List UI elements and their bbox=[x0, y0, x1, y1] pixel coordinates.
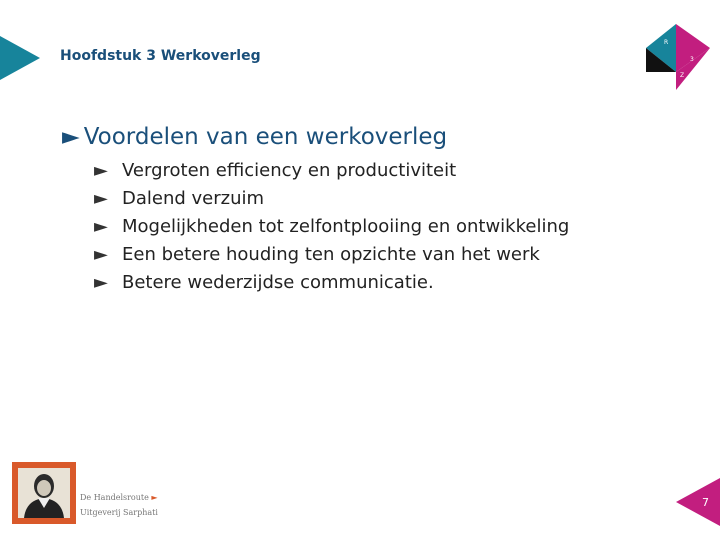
list-item-text: Dalend verzuim bbox=[122, 188, 265, 209]
bullet-arrow-icon: ► bbox=[94, 188, 108, 209]
bullet-arrow-icon: ► bbox=[94, 216, 108, 237]
publisher-logo bbox=[12, 462, 164, 524]
bullet-arrow-icon: ► bbox=[94, 244, 108, 265]
chapter-title: Hoofdstuk 3 Werkoverleg bbox=[60, 48, 261, 64]
list-item bbox=[94, 157, 569, 185]
list-item bbox=[94, 213, 569, 241]
list-item bbox=[94, 269, 569, 297]
list-item-text: Mogelijkheden tot zelfontplooiing en ontwikkeling bbox=[122, 216, 570, 237]
list-item-text: Een betere houding ten opzichte van het werk bbox=[122, 244, 540, 265]
bullet-arrow-icon: ► bbox=[94, 160, 108, 181]
section-heading bbox=[62, 124, 447, 150]
portrait-frame bbox=[12, 462, 76, 524]
list-item-text: Betere wederzijdse communicatie. bbox=[122, 272, 434, 293]
badge-number-3: 3 bbox=[690, 56, 694, 63]
badge-letter-r: R bbox=[664, 39, 669, 46]
bullet-arrow-icon: ► bbox=[94, 272, 108, 293]
badge-letter-z: Z bbox=[680, 72, 685, 79]
publisher-name: De Handelsroute ► bbox=[80, 493, 158, 502]
list-item bbox=[94, 241, 569, 269]
heading-text: Voordelen van een werkoverleg bbox=[83, 124, 448, 150]
page-number: 7 bbox=[702, 496, 709, 509]
publisher-arrow-icon: ► bbox=[151, 493, 158, 502]
heading-arrow-icon: ► bbox=[62, 124, 80, 150]
list-item bbox=[94, 185, 569, 213]
rz3-badge-logo bbox=[636, 24, 720, 94]
list-item-text: Vergroten efficiency en productiviteit bbox=[122, 160, 457, 181]
page-number-badge bbox=[676, 478, 720, 526]
benefits-list bbox=[94, 157, 569, 297]
publisher-subtitle: Uitgeverij Sarphati bbox=[80, 508, 158, 517]
teal-triangle-decoration bbox=[0, 36, 40, 80]
portrait-icon bbox=[18, 468, 70, 518]
